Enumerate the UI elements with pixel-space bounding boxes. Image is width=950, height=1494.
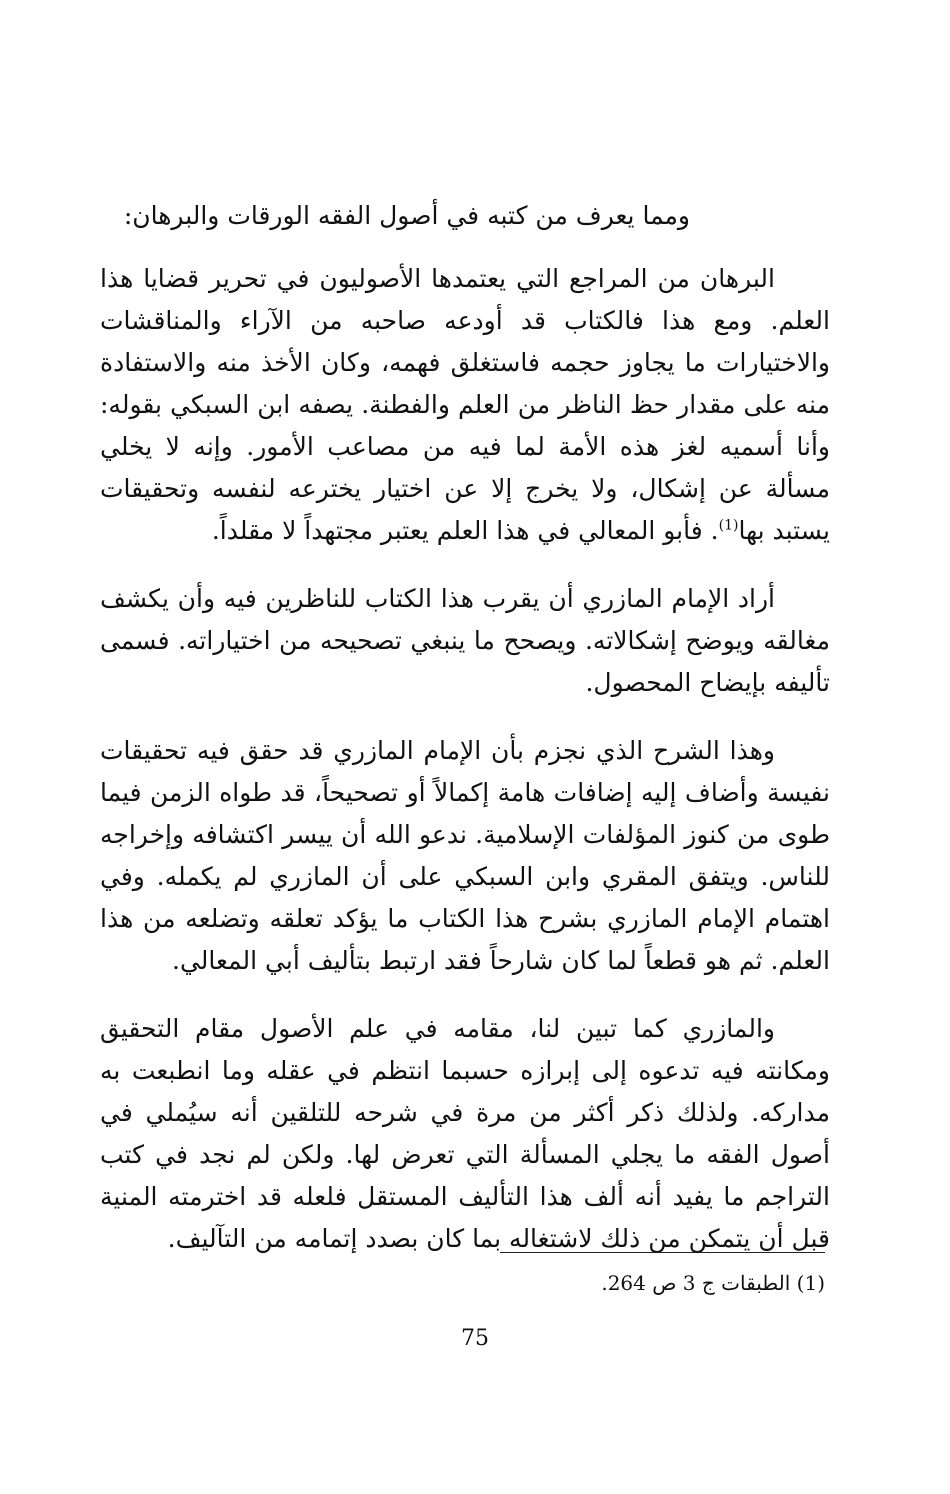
footnote: (1) الطبقات ج 3 ص 264. — [601, 1271, 825, 1295]
footnote-reference[interactable]: (1) — [718, 517, 739, 534]
paragraph-1-text: البرهان من المراجع التي يعتمدها الأصوليون في تحرير قضايا هذا العلم. ومع هذا فالكتاب قد أودعه صاحبه من الآراء والمناقشات والاختيارات ما يجاوز حجمه فاستغلق فهمه، وكان الأخذ منه والاستفادة منه على مقدار حظ الناظر من العلم والفطنة. يصفه ابن السبكي بقوله: وأنا أسميه لغز هذه الأمة لما فيه من مصاعب الأمور. وإنه لا يخلي مسألة عن إشكال، ولا يخرج إلا عن اختيار يخترعه لنفسه وتحقيقات يستبد بها — [100, 264, 830, 545]
paragraph-1-tail: . فأبو المعالي في هذا العلم يعتبر مجتهداً لا مقلداً. — [211, 516, 719, 545]
paragraph-3: وهذا الشرح الذي نجزم بأن الإمام المازري قد حقق فيه تحقيقات نفيسة وأضاف إليه إضافات هامة إكمالاً أو تصحيحاً، قد طواه الزمن فيما طوى من كنوز المؤلفات الإسلامية. ندعو الله أن ييسر اكتشافه وإخراجه للناس. ويتفق المقري وابن السبكي على أن المازري لم يكمله. وفي اهتمام الإمام المازري بشرح هذا الكتاب ما يؤكد تعلقه وتضلعه من هذا العلم. ثم هو قطعاً لما كان شارحاً فقد ارتبط بتأليف أبي المعالي. — [100, 736, 830, 975]
page-number: 75 — [461, 1326, 489, 1351]
paragraph-1 — [100, 258, 830, 552]
intro-line: ومما يعرف من كتبه في أصول الفقه الورقات والبرهان: — [123, 201, 690, 230]
footnote-divider — [500, 1252, 825, 1253]
paragraph-4: والمازري كما تبين لنا، مقامه في علم الأصول مقام التحقيق ومكانته فيه تدعوه إلى إبرازه حسبما انتظم في عقله وما انطبعت به مداركه. ولذلك ذكر أكثر من مرة في شرحه للتلقين أنه سيُملي في أصول الفقه ما يجلي المسألة التي تعرض لها. ولكن لم نجد في كتب التراجم ما يفيد أنه ألف هذا التأليف المستقل فلعله قد اخترمته المنية قبل أن يتمكن من ذلك لاشتغاله بما كان بصدد إتمامه من التآليف. — [100, 1014, 830, 1253]
paragraph-2: أراد الإمام المازري أن يقرب هذا الكتاب للناظرين فيه وأن يكشف مغالقه ويوضح إشكالاته. ويصحح ما ينبغي تصحيحه من اختياراته. فسمى تأليفه بإيضاح المحصول. — [100, 584, 830, 697]
page-body — [100, 196, 830, 1286]
